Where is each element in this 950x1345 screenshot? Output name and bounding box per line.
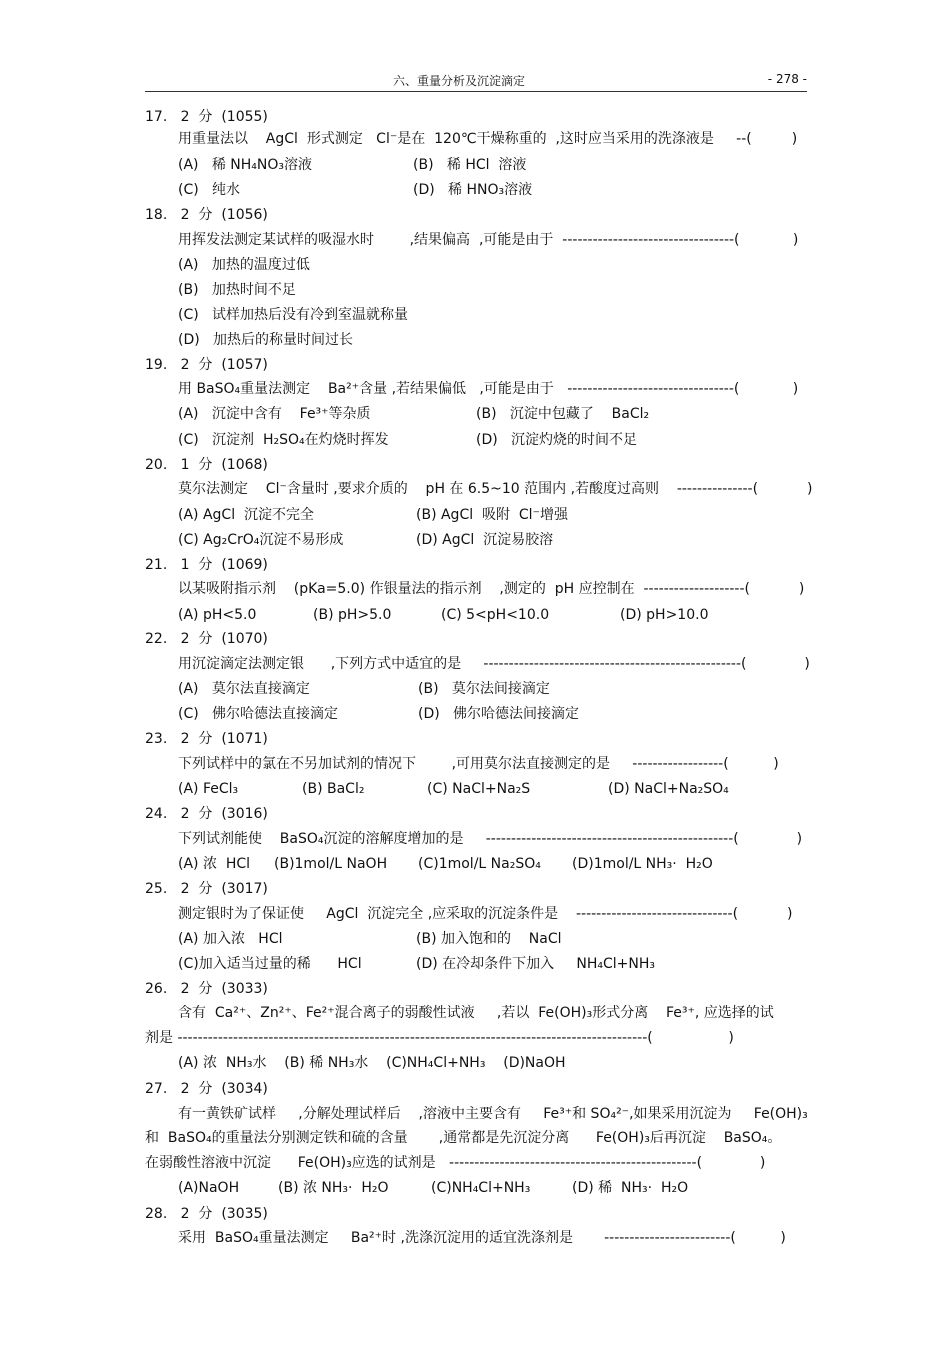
option-b: (B) 稀 HCl 溶液 — [413, 157, 527, 173]
option-c: (C) Ag₂CrO₄沉淀不易形成 — [178, 532, 344, 548]
question-number: 28. 2 分 (3035) — [145, 1206, 268, 1222]
question-number: 20. 1 分 (1068) — [145, 457, 268, 473]
option-b: (B) 加热时间不足 — [178, 282, 296, 298]
question-stem-continued: 和 BaSO₄的重量法分别测定铁和硫的含量 ,通常都是先沉淀分离 Fe(OH)₃后再沉淀 BaSO₄。 — [145, 1130, 782, 1146]
question-stem: 下列试剂能使 BaSO₄沉淀的溶解度增加的是 -------------------------------------------------( ) — [178, 831, 803, 847]
option-d: (D) 在冷却条件下加入 NH₄Cl+NH₃ — [416, 956, 656, 972]
question-stem: 莫尔法测定 Cl⁻含量时 ,要求介质的 pH 在 6.5~10 范围内 ,若酸度过高则 ---------------( ) — [178, 481, 813, 497]
question-stem: 用 BaSO₄重量法测定 Ba²⁺含量 ,若结果偏低 ,可能是由于 ---------------------------------( ) — [178, 381, 799, 397]
page-number: - 278 - — [767, 72, 807, 86]
option-a: (A) 沉淀中含有 Fe³⁺等杂质 — [178, 406, 371, 422]
option-a: (A) pH<5.0 — [178, 607, 257, 623]
option-a: (A)NaOH — [178, 1180, 240, 1196]
option-d: (D) 佛尔哈德法间接滴定 — [418, 706, 580, 722]
option-d: (D) AgCl 沉淀易胶溶 — [416, 532, 554, 548]
option-a: (A) FeCl₃ — [178, 781, 239, 797]
question-number: 19. 2 分 (1057) — [145, 357, 268, 373]
option-b: (B) 浓 NH₃· H₂O — [278, 1180, 389, 1196]
question-number: 23. 2 分 (1071) — [145, 731, 268, 747]
question-stem: 以某吸附指示剂 (pKa=5.0) 作银量法的指示剂 ,测定的 pH 应控制在 --------------------( ) — [178, 581, 805, 597]
option-c: (C)NH₄Cl+NH₃ — [431, 1180, 531, 1196]
option-b: (B) 加入饱和的 NaCl — [416, 931, 562, 947]
question-stem-continued: 在弱酸性溶液中沉淀 Fe(OH)₃应选的试剂是 -------------------------------------------------( ) — [145, 1155, 766, 1171]
question-number: 24. 2 分 (3016) — [145, 806, 268, 822]
question-number: 22. 2 分 (1070) — [145, 631, 268, 647]
question-stem: 采用 BaSO₄重量法测定 Ba²⁺时 ,洗涤沉淀用的适宜洗涤剂是 -------------------------( ) — [178, 1230, 786, 1246]
option-d: (D)1mol/L NH₃· H₂O — [572, 856, 713, 872]
option-d: (D) pH>10.0 — [620, 607, 709, 623]
option-a: (A) 加热的温度过低 — [178, 257, 310, 273]
option-d: (D) NaCl+Na₂SO₄ — [608, 781, 729, 797]
option-b: (B) pH>5.0 — [313, 607, 392, 623]
option-d: (D) 沉淀灼烧的时间不足 — [476, 432, 638, 448]
option-a: (A) 稀 NH₄NO₃溶液 — [178, 157, 313, 173]
option-c: (C) 沉淀剂 H₂SO₄在灼烧时挥发 — [178, 432, 389, 448]
option-c: (C) 5<pH<10.0 — [441, 607, 550, 623]
question-stem: 用沉淀滴定法测定银 ,下列方式中适宜的是 ---------------------------------------------------( ) — [178, 656, 810, 672]
option-a: (A) 莫尔法直接滴定 — [178, 681, 310, 697]
question-number: 18. 2 分 (1056) — [145, 207, 268, 223]
question-number: 25. 2 分 (3017) — [145, 881, 268, 897]
option-a: (A) 浓 HCl — [178, 856, 251, 872]
option-b: (B) 莫尔法间接滴定 — [418, 681, 550, 697]
question-stem: 用挥发法测定某试样的吸湿水时 ,结果偏高 ,可能是由于 ----------------------------------( ) — [178, 232, 799, 248]
question-stem: 含有 Ca²⁺、Zn²⁺、Fe²⁺混合离子的弱酸性试液 ,若以 Fe(OH)₃形式分离 Fe³⁺, 应选择的试 — [178, 1005, 774, 1021]
option-c: (C) 佛尔哈德法直接滴定 — [178, 706, 339, 722]
question-stem: 下列试样中的氯在不另加试剂的情况下 ,可用莫尔法直接测定的是 ------------------( ) — [178, 756, 779, 772]
option-c: (C)1mol/L Na₂SO₄ — [418, 856, 541, 872]
page-header — [145, 70, 807, 92]
question-stem: 测定银时为了保证使 AgCl 沉淀完全 ,应采取的沉淀条件是 -------------------------------( ) — [178, 906, 793, 922]
option-b: (B) BaCl₂ — [302, 781, 365, 797]
option-d: (D) 稀 NH₃· H₂O — [572, 1180, 689, 1196]
option-c: (C) 纯水 — [178, 182, 241, 198]
option-a: (A) AgCl 沉淀不完全 — [178, 507, 314, 523]
option-b: (B)1mol/L NaOH — [274, 856, 388, 872]
option-d: (D) 稀 HNO₃溶液 — [413, 182, 533, 198]
question-number: 26. 2 分 (3033) — [145, 981, 268, 997]
question-stem: 用重量法以 AgCl 形式测定 Cl⁻是在 120℃干燥称重的 ,这时应当采用的洗涤液是 --( ) — [178, 131, 798, 147]
options-row: (A) 浓 NH₃水 (B) 稀 NH₃水 (C)NH₄Cl+NH₃ (D)NaOH — [178, 1055, 566, 1071]
option-a: (A) 加入浓 HCl — [178, 931, 283, 947]
option-c: (C) NaCl+Na₂S — [427, 781, 531, 797]
question-stem: 有一黄铁矿试样 ,分解处理试样后 ,溶液中主要含有 Fe³⁺和 SO₄²⁻,如果采用沉淀为 Fe(OH)₃ — [178, 1106, 808, 1122]
option-c: (C) 试样加热后没有冷到室温就称量 — [178, 307, 409, 323]
header-title: 六、重量分析及沉淀滴定 — [393, 74, 526, 88]
question-stem-continued: 剂是 ---------------------------------------------------------------------------------------------( ) — [145, 1030, 734, 1046]
question-number: 21. 1 分 (1069) — [145, 557, 268, 573]
option-b: (B) AgCl 吸附 Cl⁻增强 — [416, 507, 568, 523]
question-number: 17. 2 分 (1055) — [145, 109, 268, 125]
option-b: (B) 沉淀中包藏了 BaCl₂ — [476, 406, 650, 422]
option-c: (C)加入适当过量的稀 HCl — [178, 956, 362, 972]
option-d: (D) 加热后的称量时间过长 — [178, 332, 354, 348]
question-number: 27. 2 分 (3034) — [145, 1081, 268, 1097]
